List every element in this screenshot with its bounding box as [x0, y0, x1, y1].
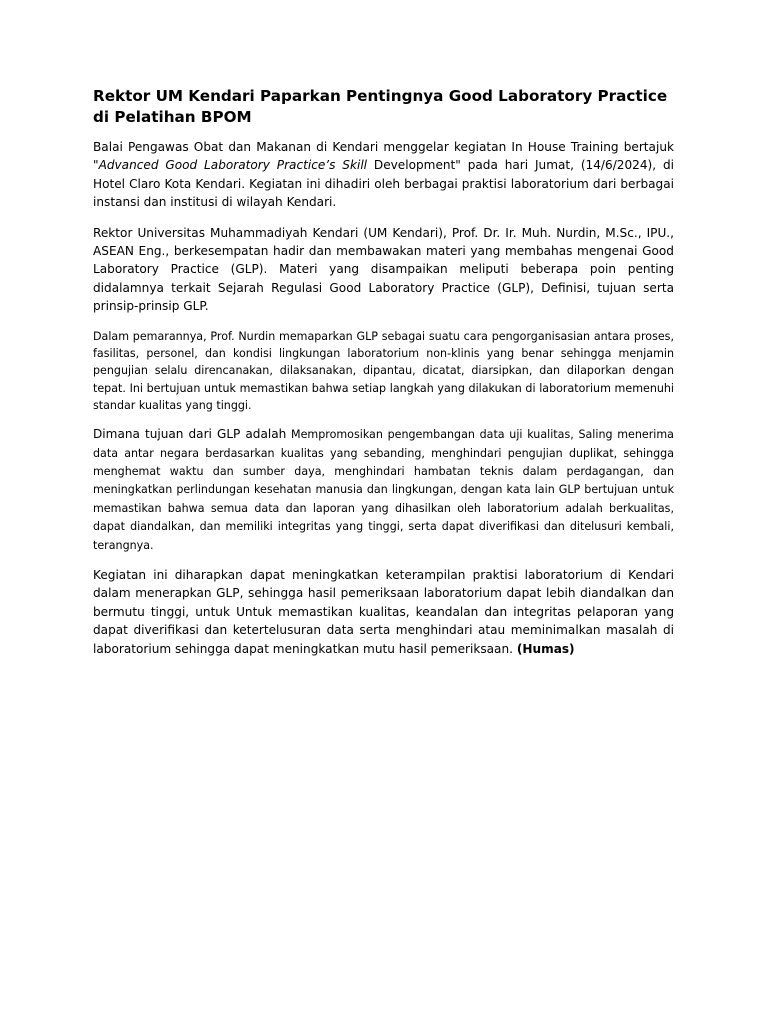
intro-text-start: Balai Pengawas Obat dan Makanan di Kendari menggelar kegiatan In House Training bertajuk "	[93, 140, 674, 173]
intro-text-end: Development" pada hari Jumat, (14/6/2024), di Hotel Claro Kota Kendari. Kegiatan ini dihadiri oleh berbagai praktisi laboratorium dari berbagai instansi dan institusi di wilayah Kendari.	[93, 158, 674, 210]
closing-text: Kegiatan ini diharapkan dapat meningkatkan keterampilan praktisi laboratorium di Kendari dalam menerapkan GLP, sehingga hasil pemeriksaan laboratorium dapat lebih diandalkan dan bermutu tinggi, untuk Untuk memastikan kualitas, keandalan dan integritas pelaporan yang dapat diverifikasi dan ketertelusuran data serta menghindari atau meminimalkan masalah di laboratorium sehingga dapat meningkatkan mutu hasil pemeriksaan.	[93, 567, 674, 656]
document-page	[93, 86, 674, 658]
paragraph-glp-definition: Dalam pemarannya, Prof. Nurdin memaparkan GLP sebagai suatu cara pengorganisasian antara proses, fasilitas, personel, dan kondisi lingkungan laboratorium non-klinis yang benar sehingga menjamin pengujian selalu direncanakan, dilaksanakan, dipantau, dicatat, diarsipkan, dan dilaporkan dengan tepat. Ini bertujuan untuk memastikan bahwa setiap langkah yang dilakukan di laboratorium memenuhi standar kualitas yang tinggi.	[93, 329, 674, 412]
paragraph-intro	[93, 138, 674, 212]
glp-goals-text: Mempromosikan pengembangan data uji kualitas, Saling menerima data antar negara berdasarkan kualitas yang sebanding, menghindari pengujian duplikat, sehingga menghemat waktu dan sumber daya, menghindari hambatan teknis dalam perdagangan, dan meningkatkan perlindungan kesehatan manusia dan lingkungan, dengan kata lain GLP bertujuan untuk memastikan bahwa semua data dan laporan yang dihasilkan oleh laboratorium adalah berkualitas, dapat diandalkan, dan memiliki integritas yang tinggi, serta dapat diverifikasi dan ditelusuri kembali, terangnya.	[93, 428, 674, 552]
credit-label: (Humas)	[516, 641, 575, 656]
training-title-italic: Advanced Good Laboratory Practice’s Skill	[98, 158, 368, 173]
glp-goals-lead: Dimana tujuan dari GLP adalah	[93, 427, 287, 442]
article-title: Rektor UM Kendari Paparkan Pentingnya Good Laboratory Practice di Pelatihan BPOM	[93, 87, 668, 126]
paragraph-speaker: Rektor Universitas Muhammadiyah Kendari (UM Kendari), Prof. Dr. Ir. Muh. Nurdin, M.Sc., IPU., ASEAN Eng., berkesempatan hadir dan membawakan materi yang membahas mengenai Good Laboratory Practice (GLP). Materi yang disampaikan meliputi beberapa poin penting didalamnya terkait Sejarah Regulasi Good Laboratory Practice (GLP), Definisi, tujuan serta prinsip-prinsip GLP.	[93, 225, 674, 314]
paragraph-closing	[93, 566, 674, 658]
paragraph-glp-goals	[93, 425, 674, 554]
